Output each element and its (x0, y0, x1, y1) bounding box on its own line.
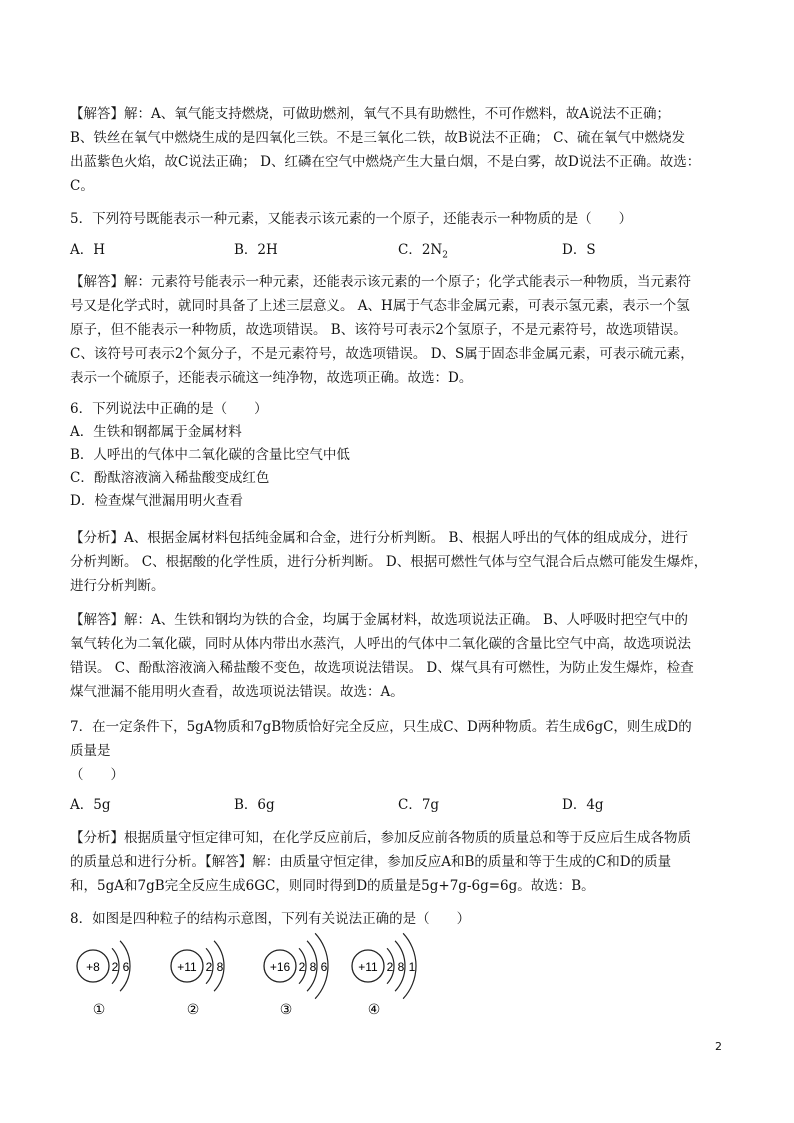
option-a: A．H (70, 242, 106, 258)
option-d: D．S (562, 242, 596, 258)
particle-label: ③ (279, 1002, 293, 1018)
page-number: 2 (715, 1040, 722, 1053)
question-stem: 8．如图是四种粒子的结构示意图，下列有关说法正确的是（ ） (70, 911, 471, 927)
electron-count: 2 (111, 960, 119, 974)
electron-count: 2 (386, 960, 394, 974)
option-c: C．酚酞溶液滴入稀盐酸变成红色 (70, 470, 270, 486)
text-line: 【解答】解：A、生铁和钢均为铁的合金，均属于金属材料，故选项说法正确。 B、人呼吸时把空气中的 (70, 612, 688, 628)
text-line: C。 (70, 178, 94, 194)
electron-count: 6 (320, 960, 328, 974)
question-stem: （ ） (70, 767, 124, 783)
answer-q6 (70, 608, 730, 704)
particle-2 (171, 941, 224, 1018)
option-a: A．5g (70, 797, 111, 813)
text-line: 错误。 C、酚酞溶液滴入稀盐酸不变色，故选项说法错误。 D、煤气具有可燃性，为防止发生爆炸，检查 (70, 660, 694, 676)
particle-label: ① (92, 1002, 106, 1018)
electron-count: 8 (309, 960, 317, 974)
text-line: 的质量总和进行分析。【解答】解：由质量守恒定律，参加反应A和B的质量和等于生成的C和D的质量 (70, 854, 672, 870)
particle-4 (352, 933, 416, 1018)
text-line: 分析判断。 C、根据酸的化学性质，进行分析判断。 D、根据可燃性气体与空气混合后点燃可能发生爆炸， (70, 554, 708, 570)
option-b: B．6g (234, 797, 275, 813)
option-d: D．4g (562, 797, 604, 813)
question-stem: 6．下列说法中正确的是（ ） (70, 401, 268, 417)
text-line: 号又是化学式时，就同时具备了上述三层意义。 A、H属于气态非金属元素，可表示氢元素，表示一个氢 (70, 298, 690, 314)
electron-count: 8 (397, 960, 405, 974)
option-c (398, 238, 448, 261)
answer-q5 (70, 270, 730, 390)
electron-count: 1 (408, 960, 416, 974)
text-line: 和，5gA和7gB完全反应生成6GC，则同时得到D的质量是5g+7g-6g=6g。故选：B。 (70, 878, 595, 894)
answer-q4 (70, 102, 730, 198)
text-line: 进行分析判断。 (70, 578, 165, 594)
nucleus-charge: +8 (86, 960, 100, 974)
text-line: 【解答】解：A、氧气能支持燃烧，可做助燃剂，氧气不具有助燃性，不可作燃料，故A说法不正确； (70, 106, 670, 122)
nucleus-charge: +11 (358, 960, 378, 974)
analysis-q7 (70, 826, 730, 898)
text-line: C、该符号可表示2个氮分子，不是元素符号，故选项错误。 D、S属于固态非金属元素，可表示硫元素， (70, 346, 694, 362)
option-c-subscript: 2 (442, 250, 448, 261)
nucleus-charge: +16 (269, 960, 291, 974)
text-line: 【分析】A、根据金属材料包括纯金属和合金，进行分析判断。 B、根据人呼出的气体的组成成分，进行 (70, 530, 688, 546)
particle-structure-diagram (65, 928, 425, 1023)
option-a: A．生铁和钢都属于金属材料 (70, 424, 242, 440)
question-stem: 7．在一定条件下，5gA物质和7gB物质恰好完全反应，只生成C、D两种物质。若生成6gC，则生成D的 (70, 719, 692, 735)
particle-label: ② (186, 1002, 200, 1018)
analysis-q6 (70, 526, 730, 598)
question-5 (70, 207, 730, 231)
text-line: 煤气泄漏不能用明火查看，故选项说法错误。故选：A。 (70, 684, 404, 700)
text-line: 氧气转化为二氧化碳，同时从体内带出水蒸汽，人呼出的气体中二氧化碳的含量比空气中高，故选项说法 (70, 636, 691, 652)
text-line: B、铁丝在氧气中燃烧生成的是四氧化三铁。不是三氧化二铁，故B说法不正确； C、硫在氧气中燃烧发 (70, 130, 685, 146)
particle-1 (77, 941, 130, 1018)
electron-count: 2 (205, 960, 213, 974)
text-line: 【分析】根据质量守恒定律可知，在化学反应前后，参加反应前各物质的质量总和等于反应后生成各物质 (70, 830, 691, 846)
option-b: B．人呼出的气体中二氧化碳的含量比空气中低 (70, 447, 350, 463)
electron-count: 6 (122, 960, 130, 974)
nucleus-charge: +11 (177, 960, 197, 974)
option-b: B．2H (234, 242, 278, 258)
question-6 (70, 398, 730, 513)
electron-count: 8 (216, 960, 224, 974)
option-d: D．检查煤气泄漏用明火查看 (70, 493, 243, 509)
question-5-options (70, 238, 730, 260)
question-stem: 质量是 (70, 743, 111, 759)
text-line: 出蓝紫色火焰，故C说法正确； D、红磷在空气中燃烧产生大量白烟，不是白雾，故D说法不正确。故选： (70, 154, 701, 170)
electron-count: 2 (298, 960, 306, 974)
question-7 (70, 715, 730, 787)
question-7-options (70, 793, 730, 815)
particle-3 (264, 933, 328, 1018)
option-c: C．7g (398, 797, 440, 813)
text-line: 【解答】解：元素符号能表示一种元素，还能表示该元素的一个原子；化学式能表示一种物质，当元素符 (70, 274, 691, 290)
text-line: 原子，但不能表示一种物质，故选项错误。 B、该符号可表示2个氢原子，不是元素符号，故选项错误。 (70, 322, 687, 338)
text-line: 表示一个硫原子，还能表示硫这一纯净物，故选项正确。故选：D。 (70, 370, 473, 386)
particle-label: ④ (367, 1002, 381, 1018)
question-stem: 5．下列符号既能表示一种元素，又能表示该元素的一个原子，还能表示一种物质的是（ ） (70, 211, 633, 227)
option-c-text: C．2N (398, 242, 443, 258)
